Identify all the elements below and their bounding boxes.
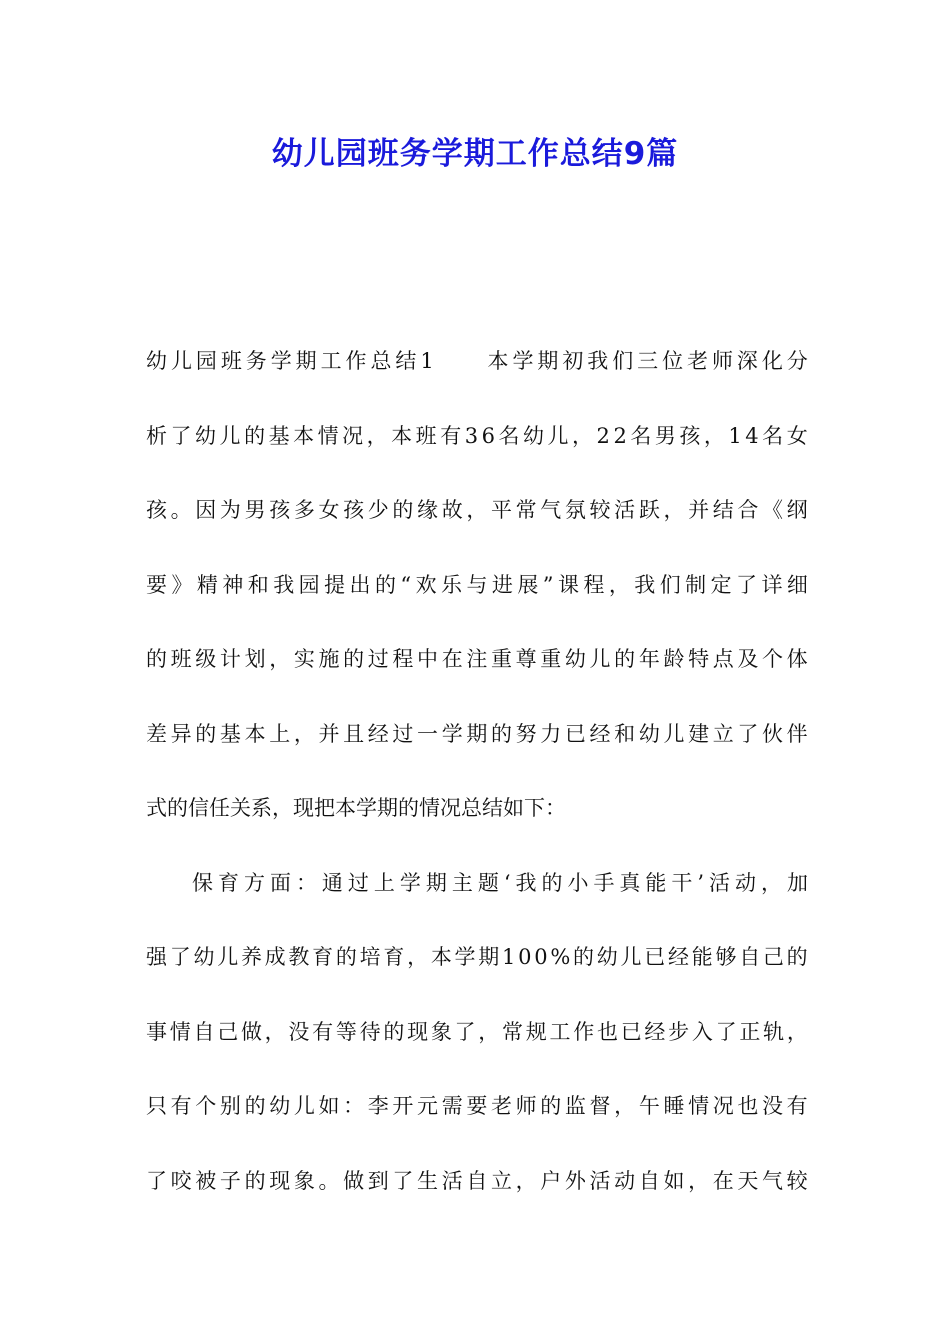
text-line: 差 异 的 基 本 上 ， 并 且 经 过 一 学 期 的 努 力 已 经 和 幼 儿 建 立 了 伙 伴 bbox=[146, 721, 808, 746]
document-body bbox=[146, 336, 808, 1230]
text-line: 了 咬 被 子 的 现 象 。 做 到 了 生 活 自 立 ， 户 外 活 动 自 如 ， 在 天 气 较 bbox=[146, 1168, 808, 1193]
text-line: 要 》 精 神 和 我 园 提 出 的 “ 欢 乐 与 进 展 ” 课 程 ， 我 们 制 定 了 详 细 bbox=[146, 572, 808, 597]
text-line: 强 了 幼 儿 养 成 教 育 的 培 育 ， 本 学 期 1 0 0 % 的 幼 儿 已 经 能 够 自 己 的 bbox=[146, 945, 808, 969]
text-line: 孩 。 因 为 男 孩 多 女 孩 少 的 缘 故 ， 平 常 气 氛 较 活 跃 ， 并 结 合 《 纲 bbox=[146, 498, 808, 522]
paragraph-first-line: 保 育 方 面 ： 通 过 上 学 期 主 题 ‘ 我 的 小 手 真 能 干 ’ 活 动 ， 加 bbox=[192, 870, 808, 895]
text-line: 析 了 幼 儿 的 基 本 情 况 ， 本 班 有 3 6 名 幼 儿 ， 2 2 名 男 孩 ， 1 4 名 女 bbox=[146, 423, 808, 448]
document-title: 幼儿园班务学期工作总结9篇 bbox=[271, 136, 679, 172]
text-line: 只 有 个 别 的 幼 儿 如 ： 李 开 元 需 要 老 师 的 监 督 ， 午 睡 情 况 也 没 有 bbox=[146, 1094, 808, 1118]
text-line: 的 班 级 计 划 ， 实 施 的 过 程 中 在 注 重 尊 重 幼 儿 的 年 龄 特 点 及 个 体 bbox=[146, 647, 808, 671]
text-line: 式的信任关系，现把本学期的情况总结如下： bbox=[146, 796, 566, 820]
text-line: 事 情 自 己 做 ， 没 有 等 待 的 现 象 了 ， 常 规 工 作 也 已 经 步 入 了 正 轨 ， bbox=[146, 1019, 808, 1044]
text-line: 幼 儿 园 班 务 学 期 工 作 总 结 1 本 学 期 初 我 们 三 位 老 师 深 化 分 bbox=[146, 349, 808, 373]
